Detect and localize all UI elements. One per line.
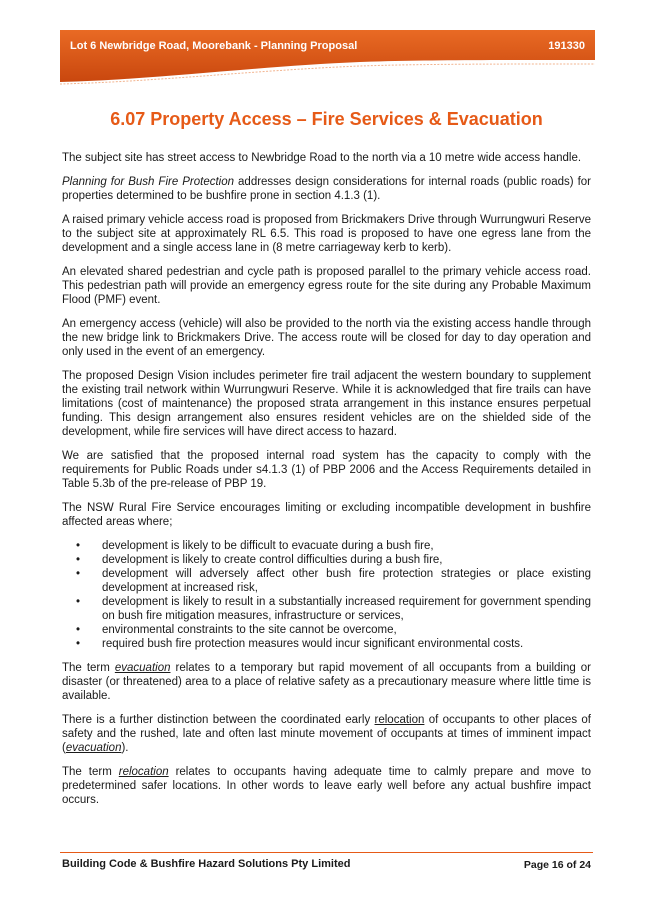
list-item-text: development is likely to be difficult to evacuate during a bush fire, [102,540,434,552]
paragraph [62,765,591,807]
defined-term-evacuation: evacuation [114,662,171,674]
list-item-text: development is likely to result in a substantially increased requirement for government spending on bush fire mitigation measures, infrastructure or services, [102,596,591,622]
list-item-text: required bush fire protection measures would incur significant environmental costs. [102,638,524,650]
paragraph: The subject site has street access to Newbridge Road to the north via a 10 metre wide access handle. [62,152,582,164]
defined-term-relocation: relocation [118,766,169,778]
list-item [76,623,591,637]
bullet-icon: • [76,568,81,580]
list-item [76,567,591,595]
bullet-icon: • [76,638,81,650]
document-body [62,151,591,817]
paragraph [62,175,591,203]
bullet-icon: • [76,540,81,552]
paragraph-text: addresses design considerations for internal roads (public roads) for properties determined to be bushfire prone in section 4.1.3 (1). [62,176,591,202]
paragraph-text: There is a further distinction between the coordinated early [62,714,375,726]
paragraph: The proposed Design Vision includes perimeter fire trail adjacent the western boundary to supplement the existing trail network within Wurrungwuri Reserve. While it is acknowledged that fire trails can have limitations (cost of maintenance) the proposed strata arrangement in this instance ensures perpetual funding. This design arrangement also ensures resident vehicles are on the shielded side of the development, while fire services will have direct access to hazard. [62,370,591,438]
header-project-code: 191330 [548,40,585,52]
paragraph-text: of occupants to other places of safety and the rushed, late and often last minute movement of occupants at times of imminent impact ( [62,714,591,754]
header-banner [60,30,595,64]
defined-term-evacuation: evacuation [65,742,122,754]
paragraph-text: ). [121,742,129,754]
paragraph: An elevated shared pedestrian and cycle path is proposed parallel to the primary vehicle access road. This pedestrian path will provide an emergency egress route for the site during any Probable Maximum Flood (PMF) event. [62,266,591,306]
paragraph-text: The term [62,662,115,674]
paragraph: A raised primary vehicle access road is proposed from Brickmakers Drive through Wurrungwuri Reserve to the subject site at approximately RL 6.5. This road is proposed to have one egress lane from the development and a single access lane in (8 metre carriageway kerb to kerb). [62,214,591,254]
list-item-text: environmental constraints to the site cannot be overcome, [102,624,397,636]
list-item-text: development is likely to create control difficulties during a bush fire, [102,554,443,566]
defined-term-relocation: relocation [374,714,425,726]
section-heading: 6.07 Property Access – Fire Services & Evacuation [110,109,543,129]
footer-divider [60,852,593,853]
footer-page-number: Page 16 of 24 [523,859,591,871]
paragraph: The NSW Rural Fire Service encourages limiting or excluding incompatible development in bushfire affected areas where; [62,502,591,528]
paragraph-text: relates to a temporary but rapid movement of all occupants from a building or disaster (or threatened) area to a place of relative safety as a precautionary measure where little time is available. [62,662,591,702]
paragraph-text: The term [62,766,119,778]
paragraph: We are satisfied that the proposed internal road system has the capacity to comply with the requirements for Public Roads under s4.1.3 (1) of PBP 2006 and the Access Requirements detailed in Table 5.3b of the pre-release of PBP 19. [62,450,591,490]
list-item [76,595,591,623]
paragraph: An emergency access (vehicle) will also be provided to the north via the existing access handle through the new bridge link to Brickmakers Drive. The access route will be closed for day to day operation and only used in the event of an emergency. [62,318,591,358]
list-item-text: development will adversely affect other bush fire protection strategies or place existing development at increased risk, [102,568,591,594]
bullet-list [62,539,591,651]
header-banner-shape [60,30,595,88]
bullet-icon: • [76,554,81,566]
document-title-italic: Planning for Bush Fire Protection [62,176,235,188]
bullet-icon: • [76,596,81,608]
list-item [76,539,591,553]
list-item [76,553,591,567]
paragraph-text: relates to occupants having adequate time to calmly prepare and move to predetermined safer locations. In other words to leave early well before any actual bushfire impact occurs. [62,766,591,806]
header-title: Lot 6 Newbridge Road, Moorebank - Planning Proposal [70,40,358,52]
paragraph [62,661,591,703]
bullet-icon: • [76,624,81,636]
list-item [76,637,591,651]
paragraph [62,713,591,755]
footer-company: Building Code & Bushfire Hazard Solutions Pty Limited [62,858,351,870]
